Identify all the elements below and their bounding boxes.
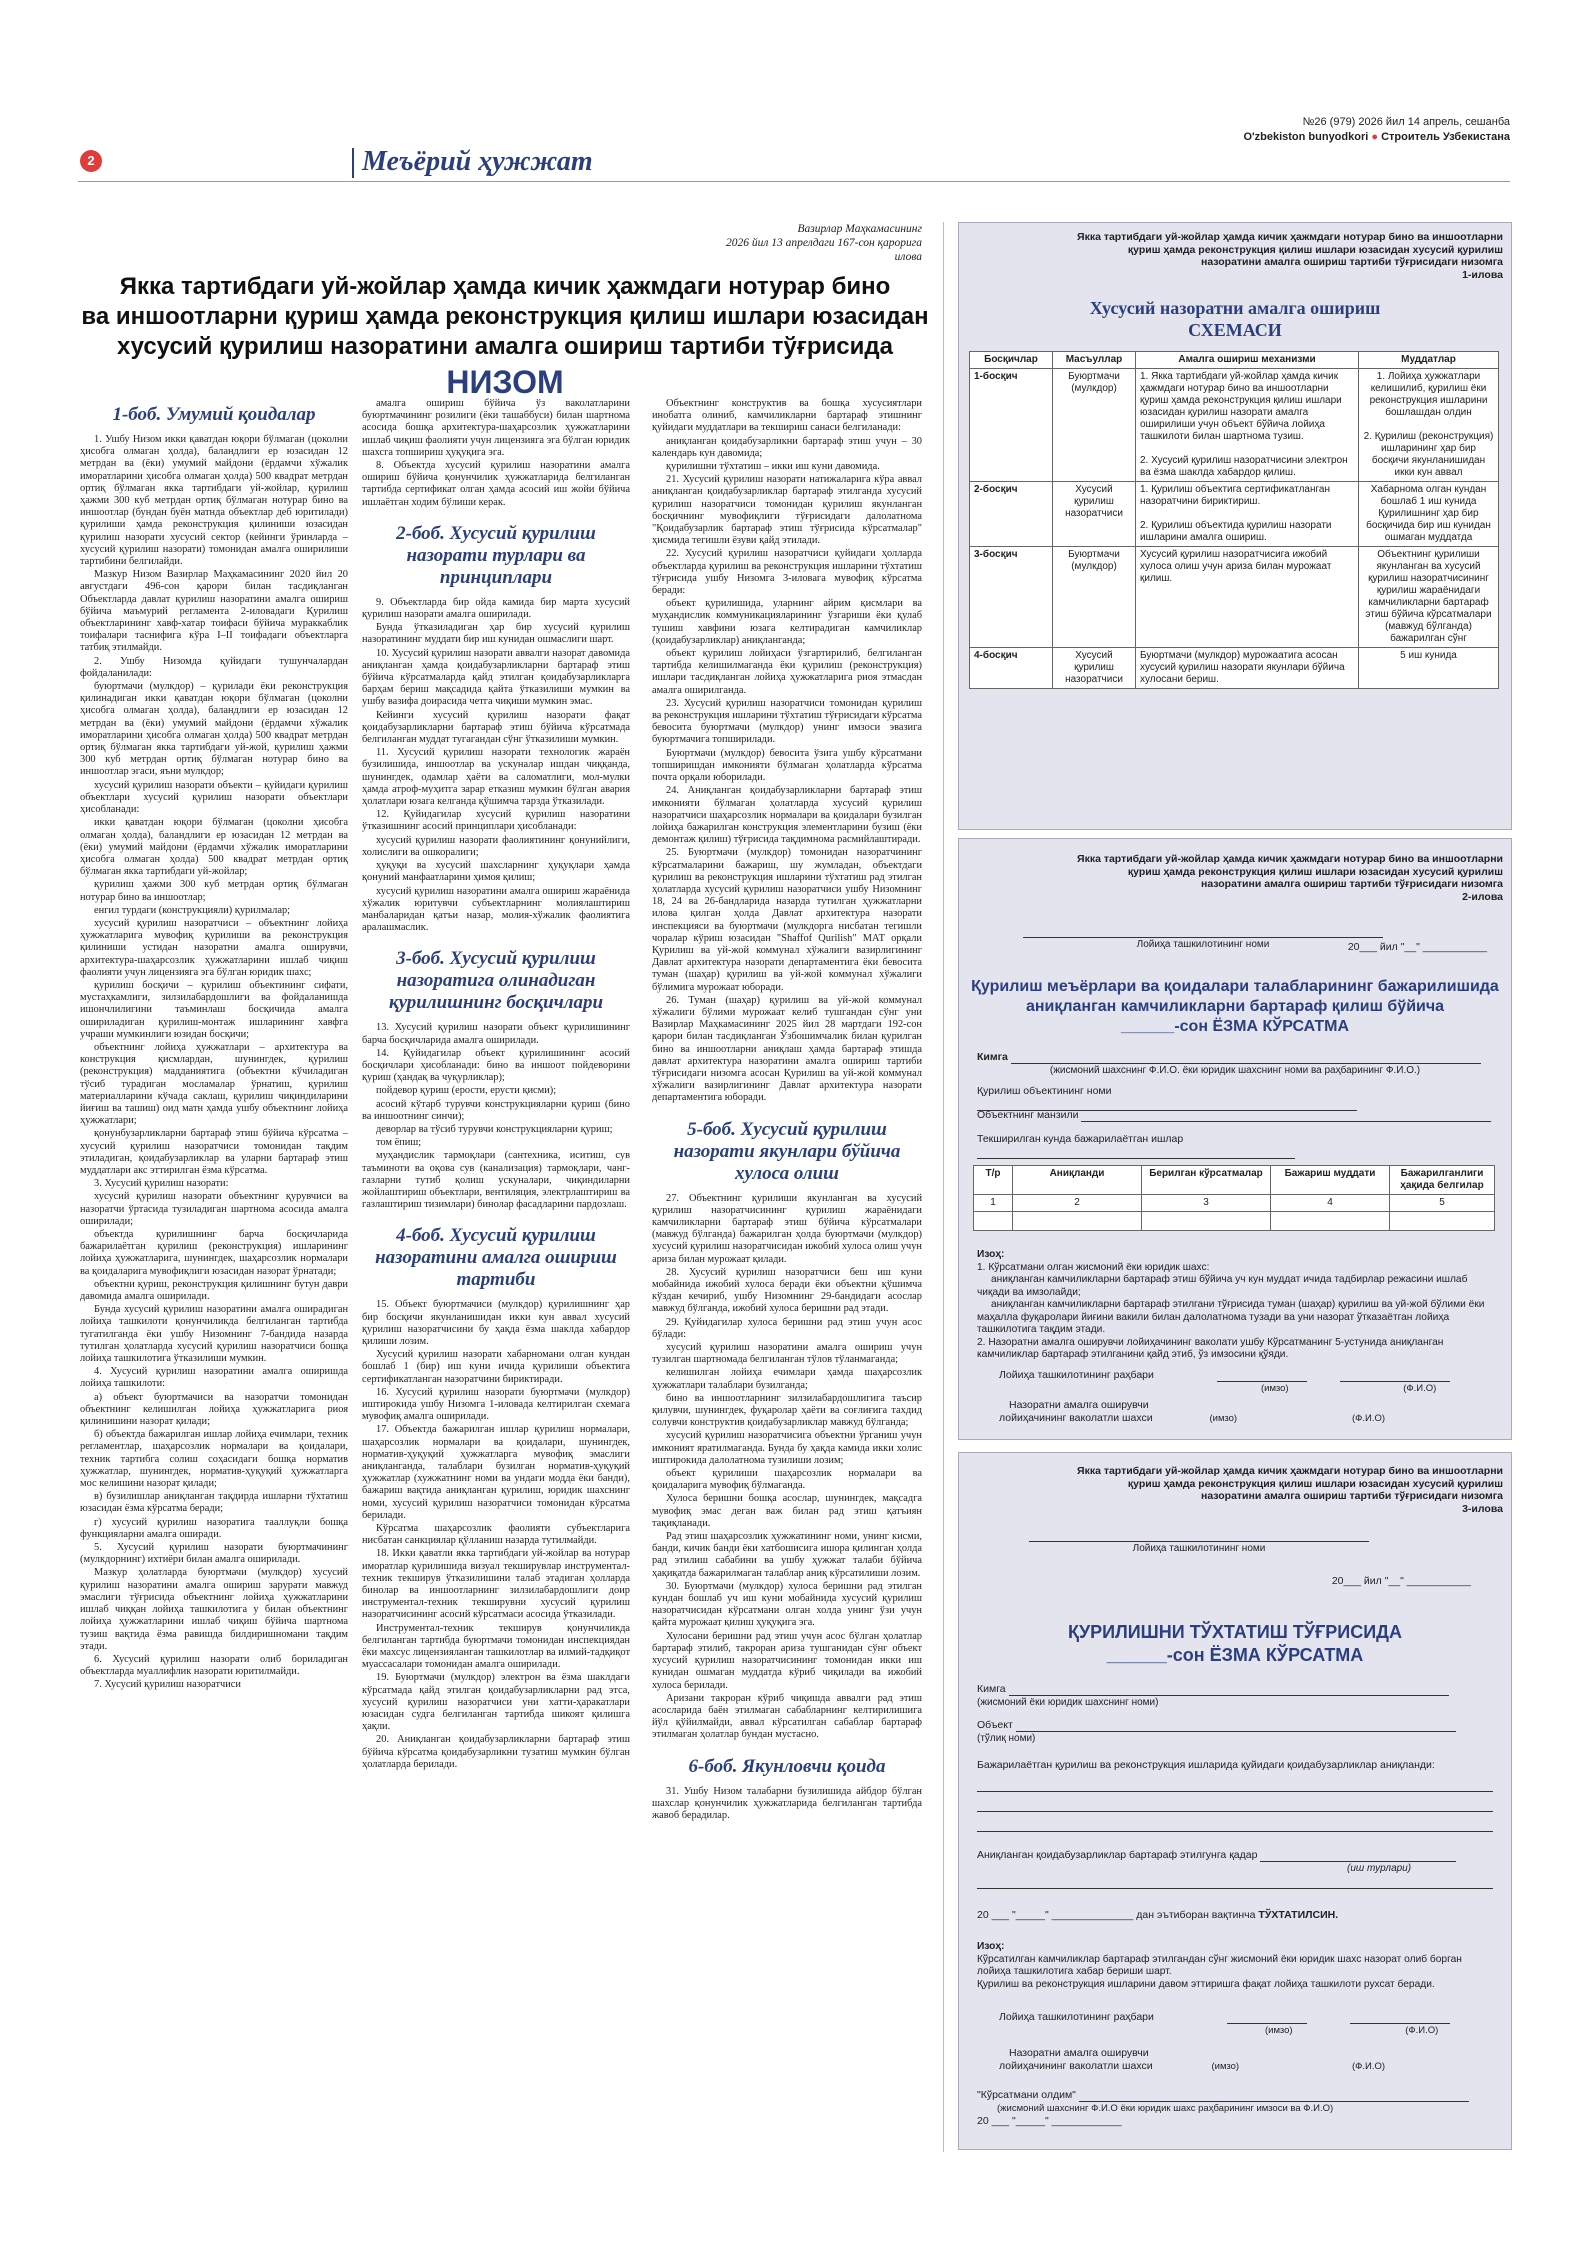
appendix-header-line: қуриш ҳамда реконструкция қилиш ишлари юзасидан хусусий қурилиш [1127, 243, 1503, 256]
paragraph: бино ва иншоотларнинг зилзилабардошлигига таъсир қилувчи, шунингдек, фуқаролар ҳаёти ва соғлиғига тахдид солувчи конструктив қоидабузарликлар мавжуд бўлганда; [652, 1392, 922, 1429]
text-column-1 [80, 398, 348, 2198]
paragraph: келишилган лойиҳа ечимлари ҳамда шаҳарсозлик ҳужжатлари талаблари бузилганда; [652, 1367, 922, 1391]
org-name-field [1029, 1529, 1369, 1555]
paragraph: Кейинги хусусий қурилиш назорати фақат қоидабузарликларни бартараф этиш бўйича кўрсатмада белгиланган муддат тугагандан сўнг ўтказилиши мумкин. [362, 709, 630, 746]
paragraph: аниқланган қоидабузарликни бартараф этиш учун – 30 календарь кун давомида; [652, 435, 922, 459]
appendix-number: 3-илова [1462, 1502, 1503, 1515]
violations-field [977, 1759, 1493, 1832]
date-line: 20___ йил "__" ___________ [1331, 1575, 1471, 1587]
mechanism-cell: 1. Якка тартибдаги уй-жойлар ҳамда кичик ҳажмдаги нотурар бино ва иншоотларни қуриш ҳамда реконструкция қилиш ишлари юзасидан қурилиш назорати амалга оширилиши учун объект бўйича лойиҳа ташкилоти билан шартнома тузиш. 2. Хусусий қурилиш назоратчисини электрон ва ёзма шаклда хабардор қилиш. [1136, 369, 1359, 482]
paragraph: 13. Хусусий қурилиш назорати объект қурилишининг барча босқичларида амалга оширилади. [362, 1022, 630, 1046]
paragraph: 11. Хусусий қурилиш назорати технологик жараён бузилишида, иншоотлар ва ускуналар ишдан чиққанда, шунингдек, одамлар ҳаёти ва саломатлиги, мол-мулки ҳамда атроф-муҳитга зарар етказиш мумкин бўлган авария ҳолатлари юзага келганда қўшимча тарзда ўтказилади. [362, 747, 630, 808]
paragraph-list [362, 398, 630, 509]
paragraph: б) объектда бажарилган ишлар лойиҳа ечимлари, техник регламентлар, шаҳарсозлик нормалари ва қоидалари, техник тартибга солиш соҳасидаги бошқа норматив ҳужжатлар, шунингдек, норматив-ҳуқуқий ҳужжатларга мос келишини назорат қилади; [80, 1429, 348, 1490]
blank-line [1227, 2012, 1307, 2024]
paragraph: 2. Ушбу Низомда қуйидаги тушунчалардан фойдаланилади: [80, 655, 348, 679]
paragraph: қурилиш ҳажми 300 куб метрдан ортиқ бўлмаган нотурар бино ва иншоотлар; [80, 879, 348, 903]
paragraph: Хулосани беришни рад этиш учун асос бўлган ҳолатлар бартараф этилиб, такроран ариза тушганидан сўнг объект хусусий қурилиш назоратчисининг томонидан икки иш кунидан ошмаган муддатда кўриб чиқилади ва ижобий хулоса берилади. [652, 1630, 922, 1691]
paragraph: енгил турдаги (конструкцияли) қурилмалар; [94, 904, 291, 916]
paragraph: Бунда ўтказиладиган ҳар бир хусусий қурилиш назоратининг муддати бир иш кунидан ошмаслиги шарт. [362, 622, 630, 646]
field-label: Текширилган кунда бажарилаётган ишлар [977, 1133, 1184, 1145]
approval-line: илова [894, 251, 922, 263]
signature-caption: (имзо) [1265, 2025, 1293, 2036]
table-row [970, 648, 1499, 689]
field-caption: (жисмоний ёки юридик шахснинг номи) [977, 1697, 1159, 1708]
paragraph: 25. Буюртмачи (мулкдор) томонидан назоратчининг кўрсатмаларини бажариш, шу жумладан, объектдаги қурилиш ва реконструкция ишларини тўхтатиш рад этилган ҳолатларда хусусий қурилиш назоратчиси ушбу Низомнинг 18, 24 ва 26-бандларида назарда тутилган ҳужжатларни илова қилган ҳолда Давлат архитектура назорати инспекцияси ва буюртмачи (мулкдорга нисбатан тегишли чоралар кўриш юзасидан "Shaffof Qurilish" МАТ орқали Қурилиш ва уй-жой коммунал хўжалиги вазирлигининг Давлат архитектура назорати департаментига ёки бевосита туман (шаҳар) қурилиш ва уй-жой коммунал хўжалиги бўлимига мурожаат юборади. [652, 847, 922, 993]
signature-row [999, 1399, 1499, 1425]
appendix-header [983, 853, 1503, 903]
table-row [974, 1195, 1495, 1212]
column-header: Т/р [974, 1166, 1013, 1195]
paragraph: 26. Туман (шаҳар) қурилиш ва уй-жой коммунал хўжалиги бўлими мурожаат келиб тушгандан сўнг уни Вазирлар Маҳкамасининг 2025 йил 28 мартдаги 192-сон қарори билан тасдиқланган Ўзбошимчалик билан қурилган бино ва иншоотларни аниқлаш ҳамда бартараф этишда давлат архитектура назоратини амалга ошириш тартиби тўғрисидаги низомга асосан Қурилиш ва уй-жой коммунал хўжалиги вазирлигининг Давлат архитектура назорати департаментига юборади. [652, 994, 922, 1104]
term-cell: 1. Лойиҳа ҳужжатлари келишилиб, қурилиш ёки реконструкция ишларини бошлашдан олдин 2. Қурилиш (реконструкция) ишларининг ҳар бир босқичи якунланишидан икки кун аввал [1359, 369, 1499, 482]
header-rule [78, 181, 1510, 182]
paragraph: объект қурилиш лойиҳаси ўзгартирилиб, белгиланган тартибда келишилмаганда ёки қурилиш (реконструкция) ишлари тасдиқланган лойиҳа ҳужжатларига риоя этмасдан амалга оширилганда. [652, 648, 922, 696]
table-row [970, 482, 1499, 547]
paragraph: Рад этиш шаҳарсозлик ҳужжатининг номи, унинг кисми, банди, кичик банди ёки хатбошисига ишора қилинган ҳолда рад этилиш сабабини ва ушбу ҳужжат талаби бўйича ҳақиқатда бажарилмаган талаблар аниқ кўрсатилиши лозим. [652, 1531, 922, 1579]
signature-caption: (Ф.И.О) [1405, 2025, 1439, 2036]
paragraph: деворлар ва тўсиб турувчи конструкцияларни қуриш; [376, 1123, 613, 1135]
field-label: Бажарилаётган қурилиш ва реконструкция ишларида қуйидаги қоидабузарликлар аниқланди: [977, 1759, 1435, 1771]
column-header: Масъуллар [1053, 352, 1136, 369]
appendix-title-line: ______-сон ЁЗМА КЎРСАТМА [1120, 1018, 1350, 1035]
paragraph: хусусий қурилиш назоратчиси – объектнинг лойиҳа ҳужжатларига мувофиқ қурилиши ва реконструкция қилиниши устидан назоратни амалга оширувчи, архитектура-шаҳарсозлик ҳужжатларини ишлаб чиқиш фаолияти учун лицензияга эга бўлган юридик шахс; [80, 917, 348, 978]
term-cell: 5 иш кунида [1359, 648, 1499, 689]
blank-line [1340, 1370, 1450, 1382]
date-line: 20___ йил "__" ___________ [1347, 941, 1487, 953]
paragraph: 3. Хусусий қурилиш назорати: [94, 1178, 229, 1190]
appendix-title-line: ҚУРИЛИШНИ ТЎХТАТИШ ТЎҒРИСИДА [1067, 1622, 1402, 1642]
paragraph: 21. Хусусий қурилиш назорати натижаларига кўра аввал аниқланган қоидабузарликлар бартараф этилганда хусусий қурилиш назоратчиси томонидан қурилиш якунланган босқичнинг мувофиқлиги тўғрисидаги далолатнома "Қоидабузарлик бартараф этиш тўғрисида кўрсатмалар" ҳисмида тегишли ёзуви қайд этилади. [652, 474, 922, 547]
signature-caption: (Ф.И.О) [1352, 1413, 1386, 1424]
decree-title [80, 272, 930, 402]
chapter-heading: 1-боб. Умумий қоидалар [112, 404, 316, 425]
stage-cell: 1-босқич [970, 369, 1053, 482]
blank-line [1029, 1530, 1369, 1542]
signature-caption: (имзо) [1261, 1383, 1289, 1394]
decree-title-nizom: НИЗОМ [446, 364, 564, 400]
paragraph: Мазкур ҳолатларда буюртмачи (мулкдор) хусусий қурилиш назоратини амалга ошириш зарурати мавжуд эмаслиги тўғрисида объектнинг лойиҳа ҳужжатларини ишлаб чиққан лойиҳа ташкилотига у билан объектнинг лойиҳа ҳужжатларини ишлаб чиқиш бўйича шартнома тузиш вақтида ёзма равишда билдиришномани тақдим этади. [80, 1567, 348, 1652]
paragraph: 4. Хусусий қурилиш назоратини амалга оширишда лойиҳа ташкилоти: [80, 1366, 348, 1390]
chapter-heading: 2-боб. Хусусий қурилиш назорати турлари ва принциплари [396, 522, 596, 588]
paragraph: 17. Объектда бажарилган ишлар қурилиш нормалари, шаҳарсозлик нормалари ва қоидалари, шунингдек, норматив-ҳуқуқий ҳужжатларга мувофиқ эмаслиги аниқланганда, талаблари бузилган норматив-ҳуқуқий ҳужжатлар (хужжатнинг номи ва ундаги модда ёки банди), бажариш вақтида аниқланган қурилиш, юридик шахснинг номи, хусусий қурилиш назоратчиси томонидан кўрсатма берилади. [362, 1424, 630, 1521]
paragraph: хусусий қурилиш назорати объектнинг қурувчиси ва назоратчи ўртасида тузиладиган шартнома асосида амалга оширилади; [80, 1191, 348, 1227]
paragraph: Объектнинг конструктив ва бошқа хусусиятлари инобатга олиниб, камчиликларни бартараф этишнинг қуйидаги муддатлари ва текшириш санаси белгиланади: [652, 398, 922, 434]
blank-line [1260, 1850, 1456, 1862]
blank-line [977, 1780, 1493, 1792]
paragraph: 6. Хусусий қурилиш назорати олиб бориладиган объектларда муаллифлик назорати юритилмайди. [80, 1653, 348, 1678]
paper-uz: O'zbekiston bunyodkori [1243, 131, 1369, 143]
appendix-header-line: қуриш ҳамда реконструкция қилиш ишлари юзасидан хусусий қурилиш [1127, 1477, 1503, 1490]
paper-ru: Строитель Узбекистана [1381, 131, 1510, 143]
decree-approval [600, 222, 922, 264]
appendix-number: 2-илова [1462, 890, 1503, 903]
signature-label: лойиҳачининг ваколатли шахси [999, 2060, 1153, 2072]
chapter-heading: 3-боб. Хусусий қурилиш назоратига олинадиган қурилишнинг босқичлари [388, 948, 604, 1014]
table-row [974, 1212, 1495, 1231]
note-line: Қурилиш ва реконструкция ишларини давом эттиришга фақат лойиҳа ташкилоти рухсат беради. [977, 1978, 1435, 1990]
appendix-header [983, 1465, 1503, 1515]
decree-title-line: ва иншоотларни қуриш ҳамда реконструкция қилиш ишлари юзасидан [81, 303, 929, 330]
signature-row [999, 2047, 1499, 2073]
signature-label: Назоратни амалга оширувчи [1009, 1399, 1149, 1411]
appendix-title [959, 977, 1511, 1037]
issue-line: №26 (979) 2026 йил 14 апрель, сешанба [1302, 116, 1510, 128]
appendix-title-line: Қурилиш меъёрлари ва қоидалари талабларининг бажарилишида [971, 978, 1499, 995]
paragraph: 27. Объектнинг қурилиши якунланган ва хусусий қурилиш назоратчисининг қурилиш жараёнидаги камчиликларни бартараф этиш бўйича кўрсатмалари (мавжуд бўлганда) бажарилган ҳолда буюртмачи (мулкдор) хусусий қурилиш назоратчисидан ижобий хулоса олиш учун ариза билан мурожаат қилади. [652, 1192, 922, 1265]
note-title: Изоҳ: [977, 1249, 1005, 1260]
paragraph: объект қурилишида, уларнинг айрим қисмлари ва муҳандислик коммуникацияларининг ўзгариши ёки қулаб тушиш хавфини юзага келтирадиган камчиликлар (қоидабузарликлар) аниқланганда; [652, 598, 922, 646]
paragraph: Инструментал-техник текширув қонунчиликда белгиланган тартибда буюртмачи томонидан инспекциядан ёки махсус лицензияланган ташкилотлар ва илмий-тадқиқот муассасалари томонидан амалга оширилади. [362, 1622, 630, 1671]
blank-line [977, 1800, 1493, 1812]
table-row [970, 369, 1499, 482]
chapter-heading: 5-боб. Хусусий қурилиш назорати якунлари бўйича хулоса олиш [673, 1118, 901, 1184]
paragraph-list [652, 1786, 922, 1823]
paragraph: буюртмачи (мулкдор) – қурилади ёки реконструкция қилинадиган икки қаватдан юқори бўлмаган (цоколни ҳисобга олмаган ҳолда), баландлиги ер юзасидан 12 метрдан ва (ёки) умумий майдони (ёрдамчи хўжалик иморатларини ҳисобга олмаган ҳолда) 500 квадрат метрдан ортиқ бўлмаган якка тартибдаги уй-жой, қурилиш ҳажми 300 куб метрдан ортиқ бўлмаган нотурар бино ва иншоотлар эгаси, яъни мулкдор; [80, 681, 348, 778]
paragraph: в) бузилишлар аниқланган тақдирда ишларни тўхтатиш юзасидан ёзма кўрсатма беради; [80, 1491, 348, 1515]
object-name-field [977, 1085, 1493, 1111]
term-cell: Объектнинг қурилиши якунланган ва хусусий қурилиш назоратчисининг қурилиш жараёнидаги камчиликларни бартараф этиш бўйича кўрсатмалари (мавжуд бўлганда) бажарилган сўнг [1359, 547, 1499, 648]
paragraph: икки қаватдан юқори бўлмаган (цоколни ҳисобга олмаган ҳолда), баландлиги ер юзасидан 12 метрдан ва (ёки) умумий майдони (ёрдамчи хўжалик иморатларини ҳисобга олмаган ҳолда) 500 квадрат метрдан ортиқ бўлмаган якка тартибдаги уй-жойлар; [80, 817, 348, 878]
responsible-cell: Хусусий қурилиш назоратчиси [1053, 482, 1136, 547]
paper-dot-icon: ● [1371, 131, 1379, 143]
chapter-heading: 4-боб. Хусусий қурилиш назоратини амалга ошириш тартиби [375, 1225, 617, 1291]
table-cell: 5 [1390, 1195, 1495, 1212]
paragraph: муҳандислик тармоқлари (сантехника, иситиш, сув таъминоти ва оқова сув (канализация) тармоқлари, чанг-газларни тутиб қолиш ускуналари, чиқиндиларни жойлаштириш объектлари, вентиляция, электрлаштириш ва газлаштириш тизимлари) бинолар фасадларини пардозлаш. [362, 1150, 630, 1211]
table-cell: 1 [974, 1195, 1013, 1212]
field-label: Объект [977, 1719, 1013, 1731]
paragraph: Мазкур Низом Вазирлар Маҳкамасининг 2020 йил 20 августдаги 496-сон қарори билан тасдиқланган Объектларда давлат қурилиш назоратини амалга ошириш бўйича маъмурий регламента 2-иловадаги Қурилиш объектларининг хавф-хатар тоифаси бўйича мураккаблик тоифалари таснифига кўра I–II тоифадаги объектларга татбиқ этилмайди. [80, 569, 348, 654]
paragraph: қурилиш босқичи – қурилиш объектининг сифати, мустаҳкамлиги, зилзилабардошлиги ва фойдаланишда ишончлилигини таъминлаш босқичида амалга ошириладиган қурилиш-монтаж ишларининг хавфга учраши мумкинлиги юзидан босқичи; [80, 979, 348, 1040]
signature-row [999, 1369, 1499, 1395]
responsible-cell: Буюртмачи (мулкдор) [1053, 369, 1136, 482]
blank-line [977, 1820, 1493, 1832]
works-field [977, 1133, 1493, 1159]
mechanism-cell: Хусусий қурилиш назоратчисига ижобий хулоса олиш учун ариза билан мурожаат қилиш. [1136, 547, 1359, 648]
responsible-cell: Хусусий қурилиш назоратчиси [1053, 648, 1136, 689]
paragraph: г) хусусий қурилиш назоратига тааллуқли бошқа функцияларни амалга оширади. [80, 1516, 348, 1540]
blank-line [1081, 1110, 1491, 1122]
column-header: Муддатлар [1359, 352, 1499, 369]
paragraph: хусусий қурилиш назорати объекти – қуйидаги қурилиш объектлари хусусий қурилиш назорати объектлари ҳисобланади: [80, 779, 348, 816]
stage-cell: 2-босқич [970, 482, 1053, 547]
decree-title-line: хусусий қурилиш назоратини амалга ошириш тартиби тўғрисида [117, 333, 893, 360]
signature-row [999, 2011, 1499, 2037]
fix-field [977, 1849, 1493, 1889]
signature-caption: (Ф.И.О) [1352, 2061, 1386, 2072]
paragraph: 31. Ушбу Низом талабарни бузилишида айбдор бўлган шахслар қонунчилик ҳужжатларида белгиланган тартибда жавоб берадилар. [652, 1785, 922, 1821]
term-cell: Хабарнома олган кундан бошлаб 1 иш кунида Қурилишнинг ҳар бир босқичида бир иш кунидан ошмаган муддатда [1359, 482, 1499, 547]
field-label: Кимга [977, 1683, 1006, 1695]
paragraph: объектнинг лойиҳа ҳужжатлари – архитектура ва конструкция қисмлардан, шунингдек, қурилиш (реконструкция) мадданиятига (объектни кўчиладиган тўсиб турадиган мосламалар ўрнатиш, қурилиш материалларини кўчада саклаш, қурилиш чиқиндиларини йиғиш ва ташиш) оид матн ҳамда ушбу объектнинг лойиҳа ҳужжатлари; [80, 1041, 348, 1127]
paragraph: Бунда хусусий қурилиш назоратини амалга оширадиган лойиҳа ташкилоти қонунчиликда белгиланган тартибда тугатилганда ёки ушбу Низомнинг 7-бандида назарда тутилган ҳолатларда хусусий қурилиш назоратчиси бошқа лойиҳа ташкилотига ўтказилиши мумкин. [80, 1304, 348, 1365]
received-line [977, 2089, 1493, 2128]
appendix-title-line: СХЕМАСИ [1188, 320, 1282, 340]
field-label: Кимга [977, 1051, 1008, 1063]
approval-line: Вазирлар Маҳкамасининг [797, 223, 922, 235]
blank-line [1350, 2012, 1450, 2024]
field-label: Қурилиш объектининг номи [977, 1085, 1112, 1097]
blank-line [1079, 2090, 1469, 2102]
text-column-2 [362, 398, 630, 2198]
column-divider [943, 222, 944, 2152]
appendix-3-panel [958, 1452, 1512, 2150]
paragraph: хусусий қурилиш назоратини амалга ошириш учун тузилган шартномада белгиланган тўлов тўланмаганда; [652, 1342, 922, 1366]
paragraph: 7. Хусусий қурилиш назоратчиси [94, 1679, 241, 1691]
column-header: Амалга ошириш механизми [1136, 352, 1359, 369]
signature-label: Лойиҳа ташкилотининг раҳбари [999, 2011, 1154, 2023]
mechanism-cell: Буюртмачи (мулкдор) мурожаатига асосан хусусий қурилиш назорати якунлари бўйича хулосани бериш. [1136, 648, 1359, 689]
paragraph: 19. Буюртмачи (мулкдор) электрон ва ёзма шаклдаги кўрсатмада қайд этилган қоидабузарликларни рад этса, хусусий қурилиш назоратчиси уни хатти-ҳаракатлари юзасидан судга белгиланган тартибда шикоят қилишга ҳақли. [362, 1672, 630, 1733]
appendix-1-panel [958, 222, 1512, 830]
paragraph: амалга ошириш бўйича ўз ваколатларини буюртмачининг розилиги (ёки ташаббуси) билан шартнома асосида бошқа архитектура-шаҳарсозлик ҳужжатларини ишлаб чиқиш фаолияти учун лицензияга эга бўлган юридик шахсга топшириш ҳуқуқига эга. [362, 398, 630, 458]
signature-caption: (имзо) [1211, 2061, 1240, 2072]
field-caption: Лойиҳа ташкилотининг номи [1132, 1543, 1266, 1554]
note-title: Изоҳ: [977, 1941, 1005, 1952]
column-header: Берилган кўрсатмалар [1142, 1166, 1271, 1195]
scheme-table [969, 351, 1499, 689]
paragraph: Хусусий қурилиш назорати хабарномани олган кундан бошлаб 1 (бир) иш куни ичида қурилиши объектига сертификатланган назоратчини бириктиради. [362, 1349, 630, 1385]
mechanism-cell: 1. Қурилиш объектига сертификатланган назоратчини бириктириш. 2. Қурилиш объектида қурилиш назорати ишларини амалга ошириш. [1136, 482, 1359, 547]
paragraph: хусусий қурилиш назоратчисига объектни ўрганиш учун имконият яратилмаганда. Бунда бу ҳақда камида икки холис иштирокида далолатнома тузилиши лозим; [652, 1430, 922, 1466]
section-title: Меъёрий ҳужжат [362, 146, 593, 177]
stage-cell: 4-босқич [970, 648, 1053, 689]
field-caption: (иш турлари) [1347, 1863, 1412, 1874]
blank-line [977, 1147, 1295, 1159]
text-column-3 [652, 398, 922, 2198]
paragraph: 10. Хусусий қурилиш назорати аввалги назорат давомида аниқланган ҳамда қоидабузарликларни бартараф этиш бўйича кўрсатмаларда қайд этилган қоидабузарликларга барҳам бериш мақсадида қайта ўтказилиши мумкин ва ушбу вазифа доирасида четга чиқиши мумкин эмас. [362, 647, 630, 708]
paragraph: 8. Объектда хусусий қурилиш назоратини амалга ошириш бўйича қонунчилик ҳужжатларида белгиланган тартибда сертификат олган ҳамда асосий иш жойи бўйича ишлаётган ходим бўлиши керак. [362, 460, 630, 508]
appendix-title-line: аниқланган камчиликларни бартараф қилиш бўйича [1025, 998, 1445, 1015]
paragraph: 23. Хусусий қурилиш назоратчиси томонидан қурилиш ва реконструкция ишларини тўхтатиш тўғрисидаги кўрсатма бевосита буюртмачи (мулкдор) унинг имзоси эвазига буюртмачига топширилади. [652, 697, 922, 746]
stop-date-line [977, 1909, 1493, 1922]
note-line: аниқланган камчиликларни бартараф этилгани тўғрисида туман (шаҳар) қурилиш ва уй-жой бўлими ёки маҳалла фуқаролари йиғини вакили билан далолатнома тузади ва уни назорат ўтказаётган лойиҳа ташкилотига тақдим этади. [977, 1299, 1485, 1335]
paragraph-list [362, 1022, 630, 1211]
blank-line [977, 1877, 1493, 1889]
recipient-field [977, 1683, 1493, 1709]
paragraph: 9. Объектларда бир ойда камида бир марта хусусий қурилиш назорати амалга оширилади. [362, 596, 630, 621]
paragraph: 16. Хусусий қурилиш назорати буюртмачи (мулкдор) иштирокида ушбу Низомга 1-иловада келтирилган схемага мувофиқ амалга оширилади. [362, 1386, 630, 1423]
note-line: 2. Назоратни амалга оширувчи лойиҳачининг ваколати ушбу Кўрсатманинг 5-устунида аниқланган камчиликлар бартараф этилганини қайд этиб, ўз имзосини қўяди. [977, 1336, 1444, 1360]
appendix-header-line: қуриш ҳамда реконструкция қилиш ишлари юзасидан хусусий қурилиш [1127, 865, 1503, 878]
paragraph: 24. Аниқланган қоидабузарликларни бартараф этиш имконияти бўлмаган ҳолатларда хусусий қурилиш назоратчиси шаҳарсозлик нормалари ва қоидалари бузилган лойиҳа бажарилган конструкция элементларини бузиш (ёки демонтаж қилиш) тўғрисида тақдимнома расмийлаштиради. [652, 785, 922, 846]
paragraph-list [362, 597, 630, 934]
paragraph: хусусий қурилиш назоратини амалга ошириш жараёнида хўжалик юритувчи субъектларнинг молиялаштириш манбаларидан қатъи назар, молия-хўжалик фаолиятига аралашмаслик. [362, 885, 630, 934]
note-line: 1. Кўрсатмани олган жисмоний ёки юридик шахс: [977, 1261, 1210, 1273]
field-label: Объектнинг манзили [977, 1109, 1079, 1121]
paragraph: а) объект буюртмачиси ва назоратчи томонидан объектнинг келишилган лойиҳа ҳужжатларига риоя қилинишини назорат қилади; [80, 1391, 348, 1428]
field-label: "Кўрсатмани олдим" [977, 2089, 1079, 2101]
responsible-cell: Буюртмачи (мулкдор) [1053, 547, 1136, 648]
column-header: Босқичлар [970, 352, 1053, 369]
column-header: Аниқланди [1013, 1166, 1142, 1195]
table-cell: 4 [1271, 1195, 1390, 1212]
paragraph: объект қурилиши шаҳарсозлик нормалари ва қоидаларига мувофиқ бўлмаганда. [652, 1468, 922, 1492]
paragraph: хусусий қурилиш назорати фаолиятининг қонунийлиги, холислиги ва ошкоралиги; [362, 834, 630, 858]
table-cell: 3 [1142, 1195, 1271, 1212]
paragraph: 20. Аниқланган қоидабузарликларни бартараф этиш бўйича кўрсатма қоидабузарликни тузатиш мумкин бўлган ҳолатларда берилади. [362, 1734, 630, 1770]
header-divider [352, 148, 354, 178]
paragraph: қурилишни тўхтатиш – икки иш куни давомида. [666, 461, 880, 473]
paragraph: асосий кўтарб турувчи конструкцияларни қуриш (бино ва иншоотнинг синчи); [362, 1098, 630, 1122]
column-header: Бажарилганлиги ҳақида белгилар [1390, 1166, 1495, 1195]
paragraph: том ёпиш; [376, 1137, 422, 1149]
field-caption: (жисмоний шахснинг Ф.И.О ёки юридик шахс раҳбарининг имзоси ва Ф.И.О) [997, 2103, 1334, 2114]
signature-label: Лойиҳа ташкилотининг раҳбари [999, 1369, 1154, 1381]
table-cell: 2 [1013, 1195, 1142, 1212]
blank-line [1009, 1684, 1449, 1696]
appendix-header-line: назоратини амалга ошириш тартиби тўғрисидаги низомга [1200, 256, 1503, 268]
paragraph: 18. Икки қаватли якка тартибдаги уй-жойлар ва нотурар иморатлар қурилишида визуал текширувлар инструментал-техник текширув ўтказилишини талаб этадиган ҳолларда бинолар ва иншоотларнинг зилзилабардошлиги доир инструментал-техник текширувни хусусий қурилиш назоратчисининг асосий кўрсатмаси асосида ўтказилади. [362, 1548, 630, 1621]
appendix-title-line: ______-сон ЁЗМА КЎРСАТМА [1106, 1645, 1364, 1665]
appendix-header-line: Якка тартибдаги уй-жойлар ҳамда кичик ҳажмдаги нотурар бино ва иншоотларни [1077, 1465, 1503, 1477]
paragraph: Кўрсатма шаҳарсозлик фаолияти субъектларига нисбатан санкциялар қўлланиш назарда тутилмайди. [362, 1523, 630, 1547]
approval-line: 2026 йил 13 апрелдаги 167-сон қарорига [726, 237, 922, 249]
signature-label: лойиҳачининг ваколатли шахси [999, 1412, 1153, 1424]
paragraph-list [652, 1193, 922, 1742]
appendix-title-line: Хусусий назоратни амалга ошириш [1089, 298, 1381, 318]
paragraph-list [362, 1299, 630, 1771]
paragraph: 12. Қуйидагилар хусусий қурилиш назоратини ўтказишнинг асосий принциплари ҳисобланади: [362, 809, 630, 833]
paragraph-list [652, 398, 922, 1105]
signature-caption: (Ф.И.О) [1403, 1383, 1437, 1394]
blank-line [1011, 1052, 1481, 1064]
table-header-row [974, 1166, 1495, 1195]
appendix-header [983, 231, 1503, 281]
appendix-header-line: Якка тартибдаги уй-жойлар ҳамда кичик ҳажмдаги нотурар бино ва иншоотларни [1077, 231, 1503, 243]
paper-names [1243, 131, 1510, 143]
note-line: аниқланган камчиликларни бартараф этиш бўйича уч кун муддат ичида тадбирлар режасини ишлаб чиқади ва имзолайди; [977, 1274, 1468, 1298]
paragraph: қонунбузарликларни бартараф этиш бўйича кўрсатма – хусусий қурилиш назоратчиси томонидан тақдим этиладиган, қоидабузарликлар ва уларни бартараф этиш муддатлари акс эттирилган ёзма кўрсатма. [80, 1128, 348, 1176]
paragraph: 28. Хусусий қурилиш назоратчиси беш иш куни мобайнида ижобий хулоса беради ёки объектни қўшимча кўздан кечириб, ушбу Низомнинг 29-бандидаги асослар мавжуд бўлганда, ижобий хулоса беришни рад этади. [652, 1266, 922, 1315]
paragraph: пойдевор қуриш (ерости, ерусти қисми); [376, 1085, 557, 1097]
paragraph: 22. Хусусий қурилиш назоратчиси қуйидаги ҳолларда объектларда қурилиш ва реконструкция ишларини тўхтатиш тўғрисида ушбу Низомга 3-иловага мувофиқ кўрсатма беради: [652, 548, 922, 597]
decree-title-line: Якка тартибдаги уй-жойлар ҳамда кичик ҳажмдаги нотурар бино [119, 273, 891, 300]
paragraph: 29. Қуйидагилар хулоса беришни рад этиш учун асос бўлади: [652, 1316, 922, 1340]
table-header-row [970, 352, 1499, 369]
paragraph: 1. Ушбу Низом икки қаватдан юқори бўлмаган (цоколни ҳисобга олмаган ҳолда), баландлиги ер юзасидан 12 метрдан ва (ёки) умумий майдони (ёрдамчи хўжалик иморатларини ҳисобга олмаган ҳолда) 500 квадрат метрдан ортиқ бўлмаган якка тартибдаги уй-жойлар, қурилиш ҳажми 300 куб метрдан ортиқ бўлмаган нотурар бино ва иншоотлар (бундан буён матнда объектлар деб юритилади) қурилиши ҳамда реконструкция қилиниши юзасидан қурилиш назорати хусусий сектор (кейинги ўринларда – хусусий қурилиш назорати) томонидан амалга оширилиши тартибини белгилайди. [80, 434, 348, 568]
paragraph: Буюртмачи (мулкдор) бевосита ўзига ушбу кўрсатмани топширишдан имконияти бўлмаган ҳолатларда кўрсатма почта орқали юборилади. [652, 747, 922, 784]
stop-word: ТЎХТАТИЛСИН. [1258, 1909, 1339, 1921]
date-line: 20 ___ "_____" ____________ [977, 2115, 1122, 2127]
paragraph: 15. Объект буюртмачиси (мулкдор) қурилишнинг ҳар бир босқичи якунланишидан икки кун аввал хусусий қурилиш назоратчисини бу ҳақда ёзма шаклда хабардор қилиши лозим. [362, 1299, 630, 1347]
paragraph: 30. Буюртмачи (мулкдор) хулоса беришни рад этилган кундан бошлаб уч иш куни мобайнида хусусий қурилиш назоратчисидан кўрсатмани олган холда унинг ўзи учун қайта мурожаат қилиш ҳуқуқига эга. [652, 1580, 922, 1629]
signature-label: Назоратни амалга оширувчи [1009, 2047, 1149, 2059]
note-block [977, 1941, 1493, 1991]
object-address-field [977, 1109, 1493, 1122]
paragraph: объектда қурилишнинг барча босқичларида бажарилаётган қурилиш (реконструкция) ишларининг лойиҳа ҳужжатларига, шунингдек, шаҳарсозлик нормалари ва қоидаларига мувофиқлиги юзасидан назорат ўрнатади; [80, 1229, 348, 1277]
appendix-header-line: назоратини амалга ошириш тартиби тўғрисидаги низомга [1200, 1490, 1503, 1502]
paragraph: объектни қуриш, реконструкция қилишнинг бутун даври давомида амалга оширилади. [80, 1278, 348, 1303]
field-caption: Лойиҳа ташкилотининг номи [1136, 939, 1270, 950]
findings-table [973, 1165, 1495, 1231]
field-caption: (тўлиқ номи) [977, 1733, 1036, 1744]
appendix-title [959, 1621, 1511, 1667]
paragraph-list [80, 434, 348, 1692]
column-header: Бажариш муддати [1271, 1166, 1390, 1195]
appendix-header-line: Якка тартибдаги уй-жойлар ҳамда кичик ҳажмдаги нотурар бино ва иншоотларни [1077, 853, 1503, 865]
paragraph: Аризани такроран кўриб чиқишда аввалги рад этиш асосларида баён этилмаган сабабларнинг келтирилишига йўл қўйилмайди, аввал кўрсатилган сабаблар бартараф этилмаган ҳолатлар бундан мустасно. [652, 1692, 922, 1741]
signature-caption: (имзо) [1209, 1413, 1238, 1424]
note-block [977, 1249, 1493, 1362]
org-name-field [1023, 925, 1383, 951]
blank-line [1217, 1370, 1307, 1382]
appendix-number: 1-илова [1462, 268, 1503, 281]
blank-line [1023, 926, 1383, 938]
paragraph: 5. Хусусий қурилиш назорати буюртмачининг (мулкдорнинг) ихтиёри билан амалга оширилади. [80, 1542, 348, 1566]
object-field [977, 1719, 1493, 1745]
field-label: 20 ___ "_____" ______________ дан эътиборан вақтинча [977, 1909, 1256, 1921]
stage-cell: 3-босқич [970, 547, 1053, 648]
field-caption: (жисмоний шахснинг Ф.И.О. ёки юридик шахснинг номи ва раҳбарининг Ф.И.О.) [1049, 1065, 1421, 1076]
appendix-header-line: назоратини амалга ошириш тартиби тўғрисидаги низомга [1200, 878, 1503, 890]
appendix-title [959, 297, 1511, 341]
note-line: Кўрсатилган камчиликлар бартараф этилгандан сўнг жисмоний ёки юридик шахс назорат олиб борган лойиҳа ташкилотига хабар бериши шарт. [977, 1953, 1462, 1977]
paragraph: Хулоса беришни бошқа асослар, шунингдек, мақсадга мувофиқ эмас деган важ билан рад этиш қатъиян тақиқланади. [652, 1493, 922, 1529]
table-row [970, 547, 1499, 648]
recipient-field [977, 1051, 1493, 1077]
paragraph: ҳуқуқи ва хусусий шахсларнинг ҳуқуқлари ҳамда қонуний манфаатларини ҳимоя қилиш; [362, 860, 630, 884]
blank-line [1016, 1720, 1456, 1732]
appendix-2-panel [958, 838, 1512, 1440]
field-label: Аниқланган қоидабузарликлар бартараф этилгунга қадар [977, 1849, 1258, 1861]
paragraph: 14. Қуйидагилар объект қурилишининг асосий босқичлари ҳисобланади: бино ва иншоот пойдеворини қуриш (ҳандақ ва чуқурликлар); [362, 1047, 630, 1084]
page-number-badge: 2 [80, 150, 102, 172]
chapter-heading: 6-боб. Якунловчи қоида [688, 1755, 886, 1777]
